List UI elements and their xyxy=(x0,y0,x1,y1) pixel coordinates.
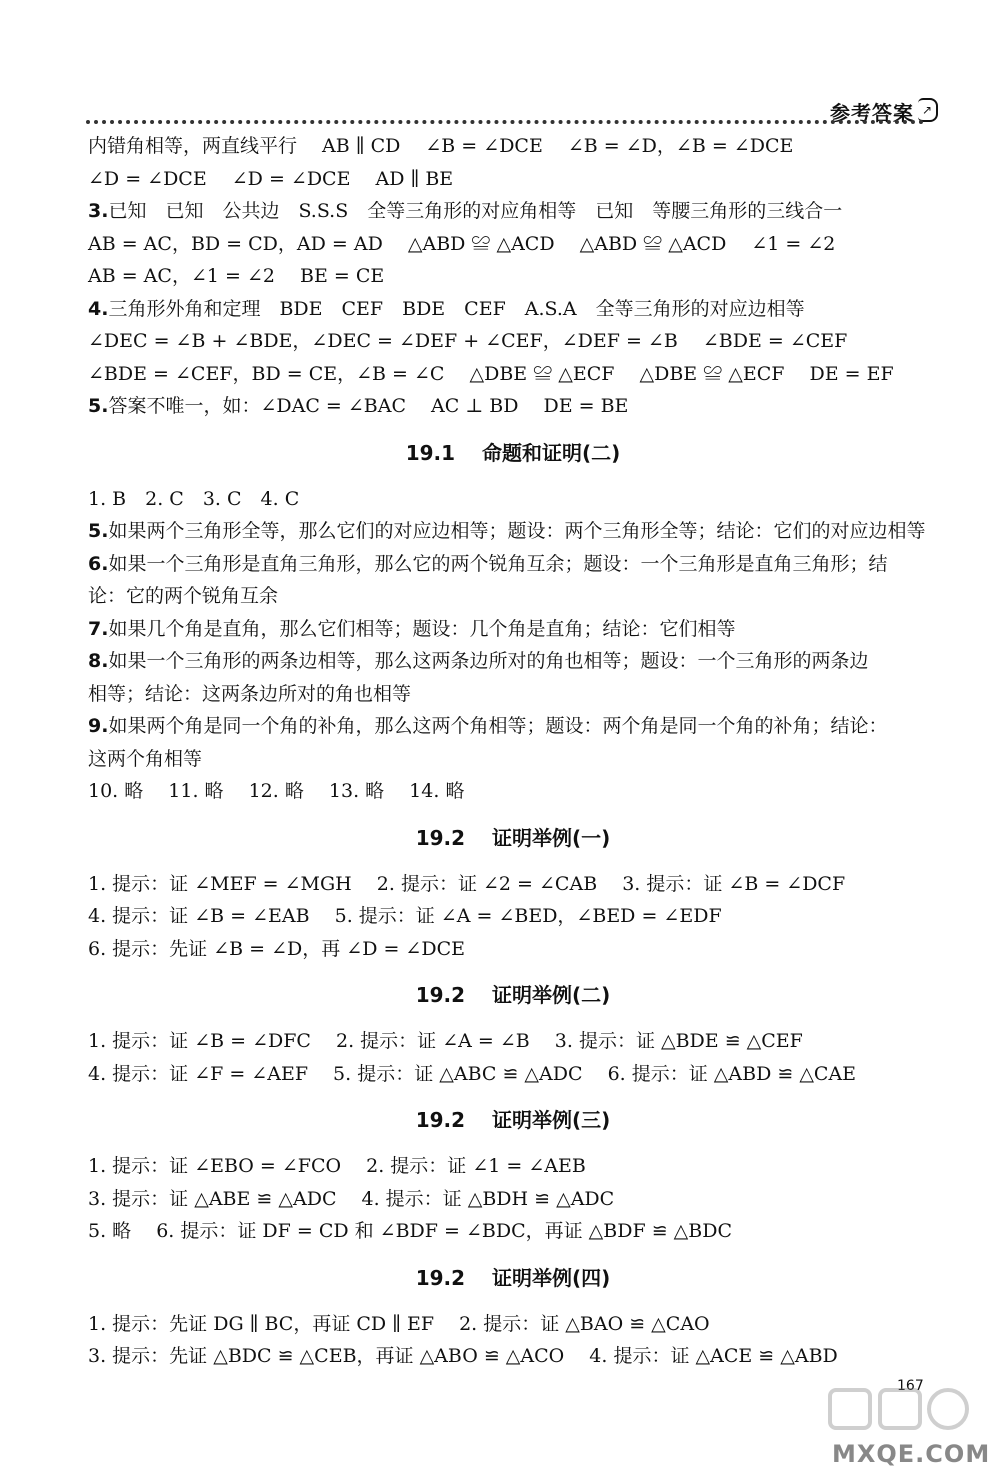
answer-line xyxy=(88,900,938,933)
answer-text: 4. 提示：证 ∠F = ∠AEF 5. 提示：证 △ABC ≌ △ADC 6. 提示：证 △ABD ≌ △CAE xyxy=(88,1062,857,1085)
answer-text: 答案不唯一，如：∠DAC = ∠BAC AC ⊥ BD DE = BE xyxy=(108,395,629,417)
answer-text: 1. 提示：先证 DG ∥ BC，再证 CD ∥ EF 2. 提示：证 △BAO ≌ △CAO xyxy=(88,1312,710,1335)
answer-line xyxy=(88,358,938,391)
answer-text: ∠BDE = ∠CEF，BD = CE，∠B = ∠C △DBE ≌ △ECF △DBE ≌ △ECF DE = EF xyxy=(88,362,894,385)
answer-line xyxy=(88,195,938,228)
answer-text: 5. 略 6. 提示：证 DF = CD 和 ∠BDF = ∠BDC，再证 △BDF ≌ △BDC xyxy=(88,1220,733,1242)
answer-line xyxy=(88,933,938,966)
answer-text: 三角形外角和定理 BDE CEF BDE CEF A.S.A 全等三角形的对应边相等 xyxy=(108,297,805,320)
answer-line xyxy=(88,613,938,646)
answer-line xyxy=(88,1340,938,1373)
answer-text: 如果一个三角形是直角三角形，那么它的两个锐角互余；题设：一个三角形是直角三角形；结 xyxy=(108,552,888,575)
question-number: 9. xyxy=(88,715,109,737)
question-number: 5. xyxy=(88,520,109,542)
answer-line xyxy=(88,228,938,261)
answer-text: ∠DEC = ∠B + ∠BDE，∠DEC = ∠DEF + ∠CEF，∠DEF = ∠B ∠BDE = ∠CEF xyxy=(88,330,848,352)
answer-line xyxy=(88,1215,938,1248)
answer-text: 3. 提示：证 △ABE ≌ △ADC 4. 提示：证 △BDH ≌ △ADC xyxy=(88,1187,615,1210)
answer-line xyxy=(88,390,938,423)
answer-text: 1. B 2. C 3. C 4. C xyxy=(88,487,300,510)
answer-text: 1. 提示：证 ∠EBO = ∠FCO 2. 提示：证 ∠1 = ∠AEB xyxy=(88,1155,586,1177)
answer-line xyxy=(88,483,938,516)
page-header-title: 参考答案 xyxy=(830,101,914,125)
answer-line xyxy=(88,645,938,678)
answer-line xyxy=(88,580,938,613)
answer-line xyxy=(88,293,938,326)
answer-text: ∠D = ∠DCE ∠D = ∠DCE AD ∥ BE xyxy=(88,167,454,190)
answer-line xyxy=(88,1150,938,1183)
answer-line xyxy=(88,868,938,901)
answer-text: 相等；结论：这两条边所对的角也相等 xyxy=(88,682,412,705)
answer-badge-icon: ↗ xyxy=(918,98,938,122)
section-title: 19.1 命题和证明(二) xyxy=(405,440,621,465)
answer-line xyxy=(88,260,938,293)
answer-line xyxy=(88,1308,938,1341)
answer-text: 3. 提示：先证 △BDC ≌ △CEB，再证 △ABO ≌ △ACO 4. 提示：证 △ACE ≌ △ABD xyxy=(88,1345,838,1367)
question-number: 5. xyxy=(88,395,109,417)
answer-text: 4. 提示：证 ∠B = ∠EAB 5. 提示：证 ∠A = ∠BED，∠BED = ∠EDF xyxy=(88,905,722,927)
question-number: 6. xyxy=(88,552,109,575)
section-title: 19.2 证明举例(三) xyxy=(415,1108,611,1132)
answer-content xyxy=(88,130,938,1373)
answer-line xyxy=(88,710,938,743)
answer-line xyxy=(88,1025,938,1058)
answer-line xyxy=(88,1183,938,1216)
answer-text: 如果两个角是同一个角的补角，那么这两个角相等；题设：两个角是同一个角的补角；结论： xyxy=(108,715,888,737)
answer-text: 如果两个三角形全等，那么它们的对应边相等；题设：两个三角形全等；结论：它们的对应边相等 xyxy=(108,520,926,542)
answer-text: 论：它的两个锐角互余 xyxy=(88,585,279,607)
answer-text: 1. 提示：证 ∠B = ∠DFC 2. 提示：证 ∠A = ∠B 3. 提示：证 △BDE ≌ △CEF xyxy=(88,1030,803,1052)
answer-line xyxy=(88,130,938,163)
answer-text: 已知 已知 公共边 S.S.S 全等三角形的对应角相等 已知 等腰三角形的三线合一 xyxy=(108,200,843,222)
answer-line xyxy=(88,515,938,548)
answer-line xyxy=(88,325,938,358)
answer-text: 10. 略 11. 略 12. 略 13. 略 14. 略 xyxy=(88,780,465,802)
header-divider xyxy=(86,120,924,124)
question-number: 3. xyxy=(88,200,109,222)
section-title: 19.2 证明举例(四) xyxy=(415,1265,611,1290)
answer-line xyxy=(88,163,938,196)
answer-text: 如果一个三角形的两条边相等，那么这两条边所对的角也相等；题设：一个三角形的两条边 xyxy=(108,650,869,672)
watermark-text: MXQE.COM xyxy=(832,1440,991,1468)
question-number: 8. xyxy=(88,650,109,672)
answer-line xyxy=(88,1058,938,1091)
answer-line xyxy=(88,775,938,808)
answer-line xyxy=(88,743,938,776)
answer-line xyxy=(88,678,938,711)
section-title: 19.2 证明举例(二) xyxy=(415,983,611,1007)
answer-text: AB = AC，BD = CD，AD = AD △ABD ≌ △ACD △ABD ≌ △ACD ∠1 = ∠2 xyxy=(88,232,836,255)
answer-line xyxy=(88,548,938,581)
answer-text: 这两个角相等 xyxy=(88,747,203,770)
section-title: 19.2 证明举例(一) xyxy=(415,825,611,850)
answer-text: AB = AC，∠1 = ∠2 BE = CE xyxy=(88,265,385,287)
answer-text: 6. 提示：先证 ∠B = ∠D，再 ∠D = ∠DCE xyxy=(88,937,465,960)
page-number: 167 xyxy=(897,1378,924,1394)
answer-text: 内错角相等，两直线平行 AB ∥ CD ∠B = ∠DCE ∠B = ∠D，∠B = ∠DCE xyxy=(88,135,794,157)
question-number: 4. xyxy=(88,297,109,320)
answer-text: 1. 提示：证 ∠MEF = ∠MGH 2. 提示：证 ∠2 = ∠CAB 3. 提示：证 ∠B = ∠DCF xyxy=(88,872,846,895)
answer-text: 如果几个角是直角，那么它们相等；题设：几个角是直角；结论：它们相等 xyxy=(108,617,736,640)
question-number: 7. xyxy=(88,617,109,640)
